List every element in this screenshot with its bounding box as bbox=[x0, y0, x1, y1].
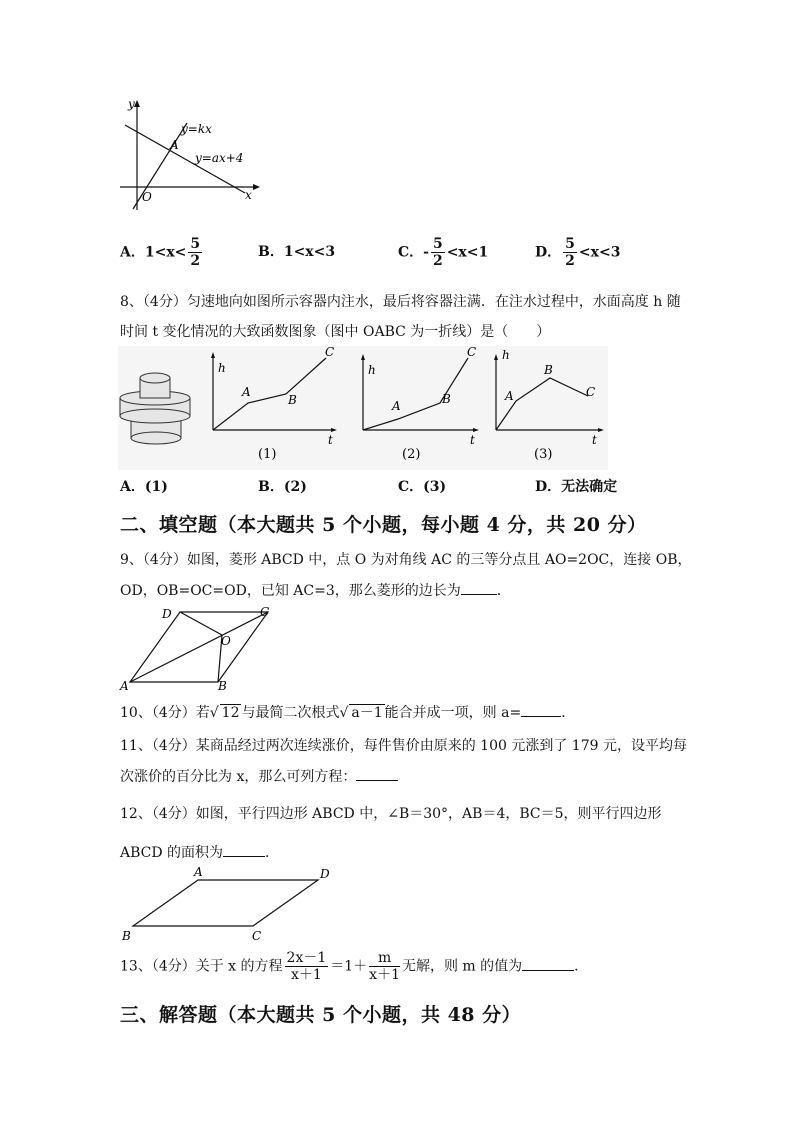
q7-option-d: D． $\frac{5}{2}$ <x<3 bbox=[535, 236, 621, 269]
q8-g1-c-label: C bbox=[325, 346, 335, 359]
q9-answer-blank bbox=[461, 580, 497, 595]
q12-label-d: D bbox=[320, 867, 330, 881]
q9-label-c: C bbox=[260, 605, 270, 619]
q8-g2-h-label: h bbox=[368, 363, 376, 377]
q7-option-d-fraction: $\frac{5}{2}$ bbox=[565, 236, 575, 269]
q11-answer-blank bbox=[356, 766, 398, 781]
q7-line2-label: y=ax+4 bbox=[195, 151, 244, 165]
q8-g1-h-label: h bbox=[218, 361, 226, 375]
q12-question-line1: 12、（4分）如图，平行四边形 ABCD 中，∠B＝30°，AB＝4，BC＝5，则平行四边形 bbox=[120, 806, 662, 822]
q11-question-line2: 次涨价的百分比为 x，那么可列方程： bbox=[120, 766, 398, 787]
section-2-title: 二、填空题（本大题共 5 个小题，每小题 4 分，共 20 分） bbox=[120, 514, 647, 536]
q8-option-c: C．(3) bbox=[398, 479, 447, 495]
q8-g3-a-label: A bbox=[505, 389, 514, 403]
q9-question-line2: OD，OB=OC=OD，已知 AC=3，那么菱形的边长为 ． bbox=[120, 580, 511, 601]
q8-caption-1: (1) bbox=[258, 447, 277, 462]
q13-question: 13、（4分）关于 x 的方程 $\frac{2x-1}{x+1}$ ＝1＋ $\frac{m}{x+1}$ 无解，则 m 的值为 ． bbox=[120, 950, 589, 983]
q8-g2-a-label: A bbox=[392, 399, 401, 413]
q8-question-line2: 时间 t 变化情况的大致函数图象（图中 OABC 为一折线）是（ ） bbox=[120, 324, 551, 340]
q7-option-a: A．1<x< $\frac{5}{2}$ bbox=[120, 236, 201, 269]
q11-question-line1: 11、（4分）某商品经过两次连续涨价，每件售价由原来的 100 元涨到了 179 元，设平均每 bbox=[120, 738, 687, 754]
q7-y-label: y bbox=[128, 97, 135, 111]
q12-label-c: C bbox=[252, 929, 262, 943]
q8-g1-t-label: t bbox=[328, 433, 333, 447]
q10-radicand-1: 12 bbox=[221, 705, 240, 721]
q12-parallelogram-figure bbox=[118, 866, 343, 946]
q8-g3-h-label: h bbox=[502, 348, 510, 362]
q12-label-b: B bbox=[122, 929, 131, 943]
q8-question-line1: 8、（4分）匀速地向如图所示容器内注水，最后将容器注满．在注水过程中，水面高度 h 随 bbox=[120, 294, 681, 310]
q9-label-d: D bbox=[162, 607, 172, 621]
q10-answer-blank bbox=[521, 702, 561, 717]
q8-option-a: A．(1) bbox=[120, 479, 168, 495]
q7-option-b: B．1<x<3 bbox=[258, 244, 336, 260]
q12-question-line2: ABCD 的面积为 ． bbox=[120, 842, 279, 863]
q8-caption-2: (2) bbox=[402, 447, 421, 462]
q8-option-d: D．无法确定 bbox=[535, 479, 618, 495]
q13-answer-blank bbox=[522, 956, 574, 971]
q9-label-a: A bbox=[120, 679, 129, 692]
q8-g3-b-label: B bbox=[544, 363, 553, 377]
q7-origin-label: O bbox=[142, 190, 152, 204]
q7-option-a-fraction: $\frac{5}{2}$ bbox=[190, 236, 201, 269]
q13-fraction-2: $\frac{m}{x+1}$ bbox=[369, 950, 400, 983]
q8-g2-b-label: B bbox=[442, 392, 451, 406]
q9-label-o: O bbox=[221, 634, 231, 648]
q10-sqrt-sign: √ bbox=[209, 705, 219, 721]
q8-g1-b-label: B bbox=[288, 393, 297, 407]
q8-g2-t-label: t bbox=[470, 433, 475, 447]
q7-line1-label: y=kx bbox=[181, 122, 212, 136]
q8-g1-a-label: A bbox=[242, 385, 251, 399]
q10-radicand-2: a－1 bbox=[351, 705, 383, 721]
q8-figure-strip bbox=[118, 346, 608, 470]
q10-sqrt-sign-2: √ bbox=[339, 705, 349, 721]
q8-g2-c-label: C bbox=[467, 346, 477, 359]
q7-option-c-fraction: $\frac{5}{2}$ bbox=[432, 236, 443, 269]
q8-g3-t-label: t bbox=[592, 433, 597, 447]
q7-point-a-label: A bbox=[170, 138, 179, 152]
q12-label-a: A bbox=[194, 866, 203, 879]
q8-caption-3: (3) bbox=[534, 447, 553, 462]
q7-option-c: C．- $\frac{5}{2}$ <x<1 bbox=[398, 236, 489, 269]
q8-option-b: B．(2) bbox=[258, 479, 307, 495]
section-3-title: 三、解答题（本大题共 5 个小题，共 48 分） bbox=[120, 1004, 522, 1026]
q12-answer-blank bbox=[223, 842, 265, 857]
q8-g3-c-label: C bbox=[586, 385, 596, 399]
q7-x-label: x bbox=[245, 188, 252, 202]
q7-line-graph bbox=[115, 95, 265, 215]
q9-question-line1: 9、（4分）如图，菱形 ABCD 中，点 O 为对角线 AC 的三等分点且 AO=2OC，连接 OB， bbox=[120, 552, 692, 568]
q13-fraction-1: $\frac{2x-1}{x+1}$ bbox=[286, 950, 327, 983]
q9-rhombus-figure bbox=[118, 604, 278, 692]
q9-label-b: B bbox=[218, 679, 227, 692]
q10-question: 10、（4分）若√ 12 与最简二次根式√ a－1 能合并成一项，则 a= ． bbox=[120, 702, 575, 723]
